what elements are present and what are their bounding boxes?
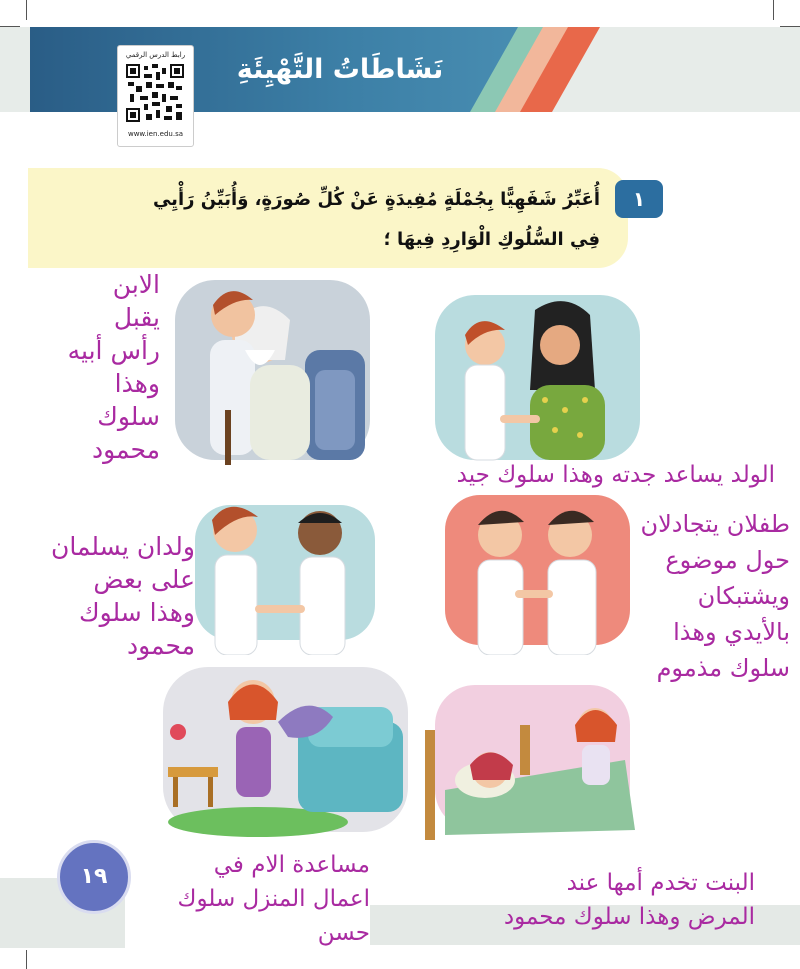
- page-title: نَشَاطَاتُ التَّهْيِئَةِ: [236, 54, 444, 85]
- qr-code-card[interactable]: [117, 45, 194, 147]
- instruction-box: [28, 168, 628, 268]
- instruction-line-2: فِي السُّلُوكِ الْوَارِدِ فِيهَا ؛: [383, 229, 600, 250]
- answer-text-3: ولدان يسلمان على بعض وهذا سلوك محمود: [50, 532, 195, 660]
- answer-text-2: الولد يساعد جدته وهذا سلوك جيد: [456, 462, 775, 488]
- answer-text-4: طفلان يتجادلان حول موضوع ويشتبكان بالأيدي وهذا سلوك مذموم: [640, 510, 790, 682]
- page-number: ١٩: [57, 840, 131, 914]
- illustration-girl-caring-for-sick-mother: [425, 680, 635, 840]
- crop-mark: [773, 0, 774, 20]
- qr-url[interactable]: www.ien.edu.sa: [127, 130, 184, 138]
- illustration-girl-helping-at-home: [158, 662, 413, 837]
- crop-mark: [26, 0, 27, 20]
- crop-mark: [26, 950, 27, 969]
- answer-text-6: البنت تخدم أمها عند المرض وهذا سلوك محمود: [503, 870, 755, 930]
- illustration-boys-shaking-hands: [190, 495, 380, 655]
- illustration-son-kissing-father: [165, 270, 380, 470]
- qr-label: رابط الدرس الرقمي: [125, 51, 186, 59]
- answer-text-5: مساعدة الام في اعمال المنزل سلوك حسن: [177, 852, 370, 946]
- instruction-text: [40, 180, 600, 260]
- qr-code-icon: [126, 64, 184, 122]
- illustration-boy-helping-grandmother: [430, 290, 645, 465]
- activity-number-badge: ١: [615, 180, 663, 218]
- instruction-line-1: أُعَبِّرُ شَفَهِيًّا بِجُمْلَةٍ مُفِيدَةٍ عَنْ كُلِّ صُورَةٍ، وَأُبَيِّنُ رَأْيِي: [152, 189, 600, 210]
- answer-text-1: الابن يقبل رأس أبيه وهذا سلوك محمود: [67, 270, 160, 464]
- illustration-boys-arguing: [440, 490, 635, 655]
